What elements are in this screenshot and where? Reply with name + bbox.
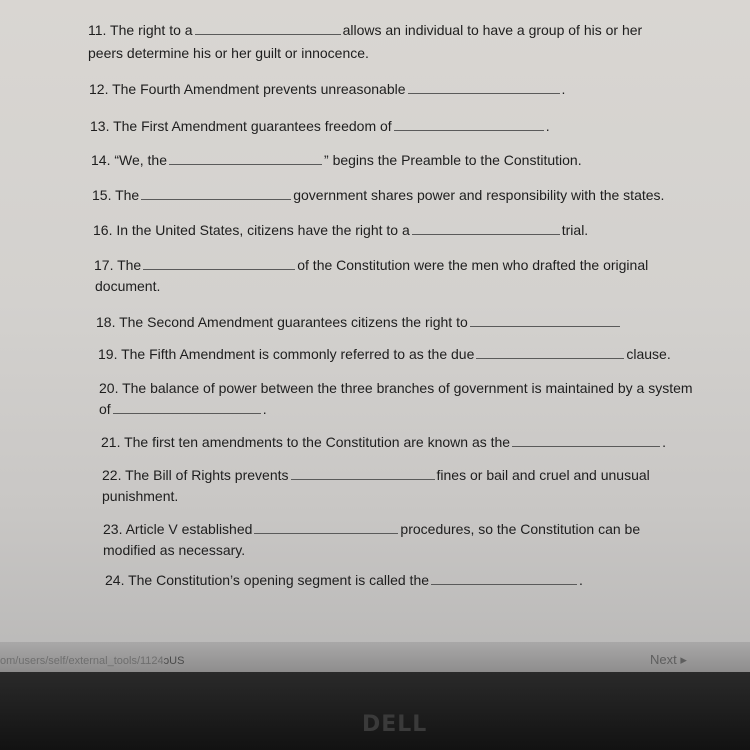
answer-blank-23[interactable] — [254, 521, 398, 534]
answer-blank-17[interactable] — [143, 257, 295, 270]
answer-blank-11[interactable] — [195, 22, 341, 35]
answer-blank-20[interactable] — [113, 401, 261, 414]
next-button[interactable]: Next ▸ — [650, 652, 687, 667]
question-23: 23. Article V established procedures, so the Constitution can be — [103, 521, 641, 537]
question-17: 17. The of the Constitution were the men who drafted the original — [94, 257, 649, 273]
question-15: 15. The government shares power and responsibility with the states. — [92, 187, 665, 203]
question-11: 11. The right to a allows an individual to have a group of his or her — [88, 22, 643, 38]
monitor-bezel — [0, 672, 750, 750]
status-url: om/users/self/external_tools/1124ɔUS — [0, 655, 185, 667]
answer-blank-22[interactable] — [291, 467, 435, 480]
question-23-cont: modified as necessary. — [103, 542, 246, 558]
answer-blank-19[interactable] — [476, 346, 624, 359]
answer-blank-14[interactable] — [169, 152, 322, 165]
answer-blank-21[interactable] — [512, 434, 660, 447]
question-24: 24. The Constitution’s opening segment is called the . — [105, 572, 583, 588]
question-18: 18. The Second Amendment guarantees citizens the right to — [96, 312, 622, 333]
question-16: 16. In the United States, citizens have the right to a trial. — [93, 222, 589, 238]
answer-blank-24[interactable] — [431, 572, 577, 585]
question-12: 12. The Fourth Amendment prevents unreasonable . — [89, 81, 566, 97]
question-22: 22. The Bill of Rights prevents fines or bail and cruel and unusual — [102, 467, 650, 483]
question-20: 20. The balance of power between the three branches of government is maintained by a system — [99, 380, 693, 396]
answer-blank-18[interactable] — [470, 314, 620, 327]
answer-blank-16[interactable] — [412, 222, 560, 235]
question-22-cont: punishment. — [102, 488, 179, 504]
question-20-cont: of . — [99, 401, 267, 417]
question-17-cont: document. — [95, 278, 161, 294]
question-13: 13. The First Amendment guarantees freedom of . — [90, 118, 550, 134]
question-14: 14. “We, the ” begins the Preamble to the Constitution. — [91, 152, 582, 168]
question-19: 19. The Fifth Amendment is commonly referred to as the due clause. — [98, 346, 671, 362]
answer-blank-15[interactable] — [141, 187, 291, 200]
answer-blank-13[interactable] — [394, 118, 544, 131]
dell-logo: DELL — [362, 712, 428, 737]
question-11-cont: peers determine his or her guilt or innocence. — [88, 45, 369, 61]
answer-blank-12[interactable] — [408, 81, 560, 94]
question-21: 21. The first ten amendments to the Constitution are known as the . — [101, 434, 666, 450]
